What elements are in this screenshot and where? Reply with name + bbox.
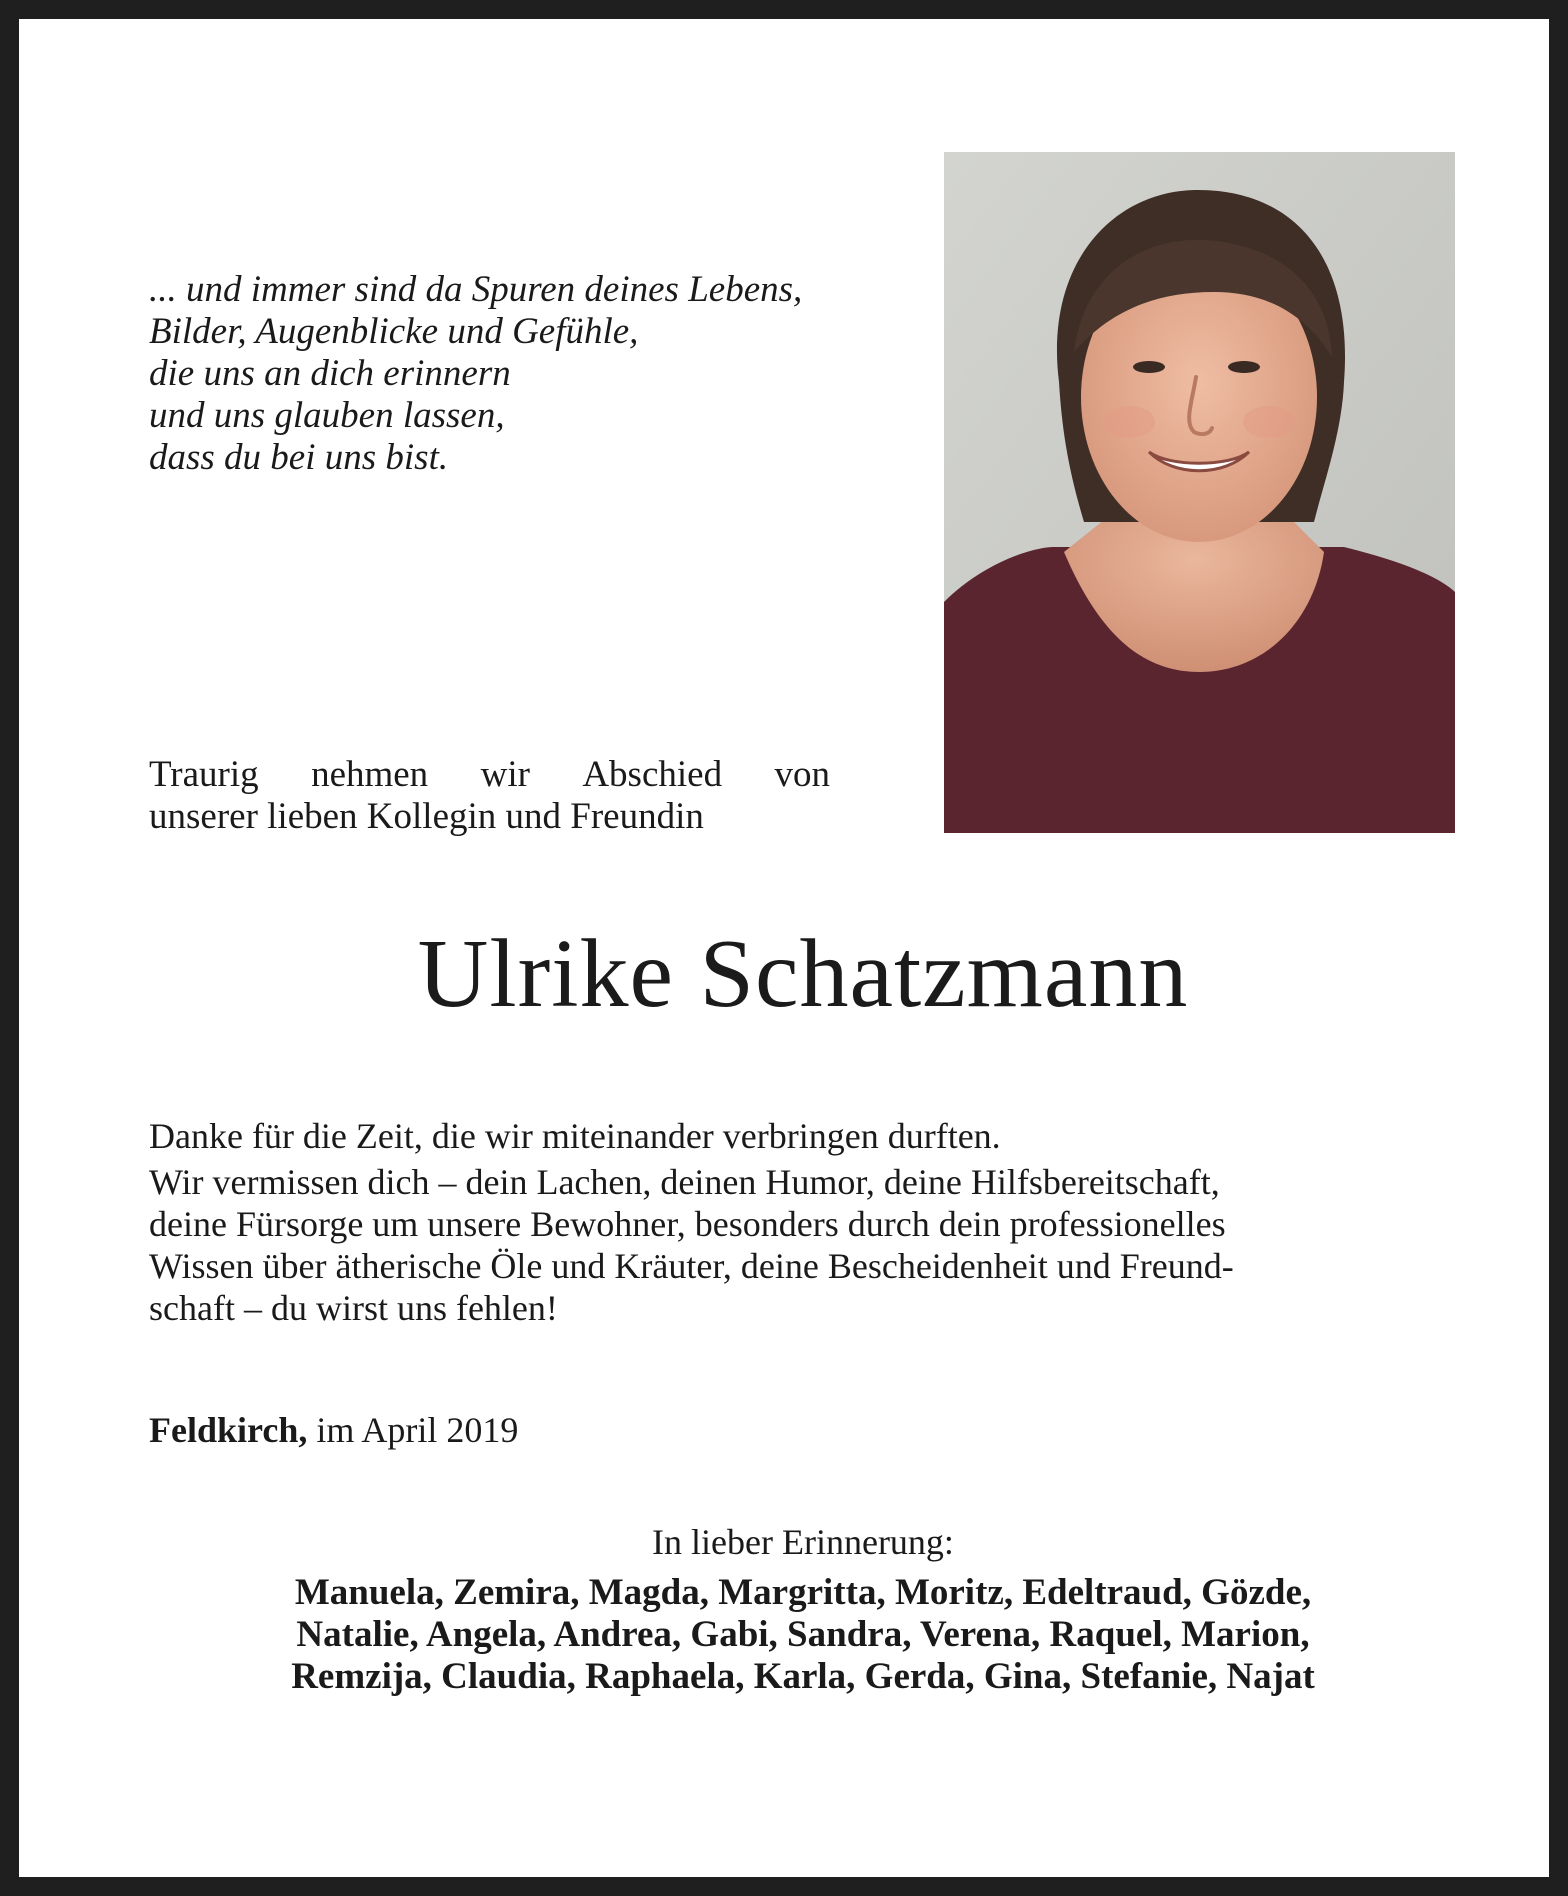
intro-word: Abschied bbox=[582, 754, 723, 795]
intro-text bbox=[149, 754, 830, 838]
portrait-photo bbox=[944, 152, 1455, 833]
thanks-line: deine Fürsorge um unsere Bewohner, besonders durch dein professionelles bbox=[149, 1204, 1226, 1244]
mourner-names-line: Natalie, Angela, Andrea, Gabi, Sandra, Verena, Raquel, Marion, bbox=[296, 1614, 1310, 1655]
portrait-illustration bbox=[944, 152, 1455, 833]
deceased-name: Ulrike Schatzmann bbox=[417, 920, 1189, 1028]
poem-line: die uns an dich erinnern bbox=[149, 353, 511, 394]
poem bbox=[149, 269, 849, 479]
intro-word: wir bbox=[480, 754, 530, 795]
poem-line: Bilder, Augenblicke und Gefühle, bbox=[149, 311, 639, 352]
mourner-names bbox=[19, 1572, 1568, 1698]
place-date bbox=[149, 1409, 518, 1451]
poem-line: dass du bei uns bist. bbox=[149, 437, 449, 478]
poem-line: und uns glauben lassen, bbox=[149, 395, 505, 436]
intro-line-1 bbox=[149, 754, 830, 796]
intro-word: von bbox=[774, 754, 830, 795]
thanks-line: Wir vermissen dich – dein Lachen, deinen Humor, deine Hilfsbereitschaft, bbox=[149, 1162, 1220, 1202]
poem-line: ... und immer sind da Spuren deines Lebens, bbox=[149, 269, 803, 310]
thanks-first-line: Danke für die Zeit, die wir miteinander verbringen durften. bbox=[149, 1116, 1001, 1156]
mourner-names-line: Remzija, Claudia, Raphaela, Karla, Gerda, Gina, Stefanie, Najat bbox=[291, 1656, 1315, 1697]
intro-word: nehmen bbox=[311, 754, 429, 795]
place-date-text: im April 2019 bbox=[316, 1410, 519, 1450]
mourner-names-line: Manuela, Zemira, Magda, Margritta, Moritz, Edeltraud, Gözde, bbox=[294, 1572, 1312, 1613]
thanks-line: schaft – du wirst uns fehlen! bbox=[149, 1288, 558, 1328]
thanks-line: Wissen über ätherische Öle und Kräuter, deine Bescheidenheit und Freund- bbox=[149, 1246, 1234, 1286]
intro-line-2: unserer lieben Kollegin und Freundin bbox=[149, 796, 704, 837]
memory-heading: In lieber Erinnerung: bbox=[652, 1522, 954, 1562]
intro-word: Traurig bbox=[149, 754, 259, 795]
place-city: Feldkirch, bbox=[149, 1410, 308, 1450]
thanks-text bbox=[149, 1115, 1459, 1329]
